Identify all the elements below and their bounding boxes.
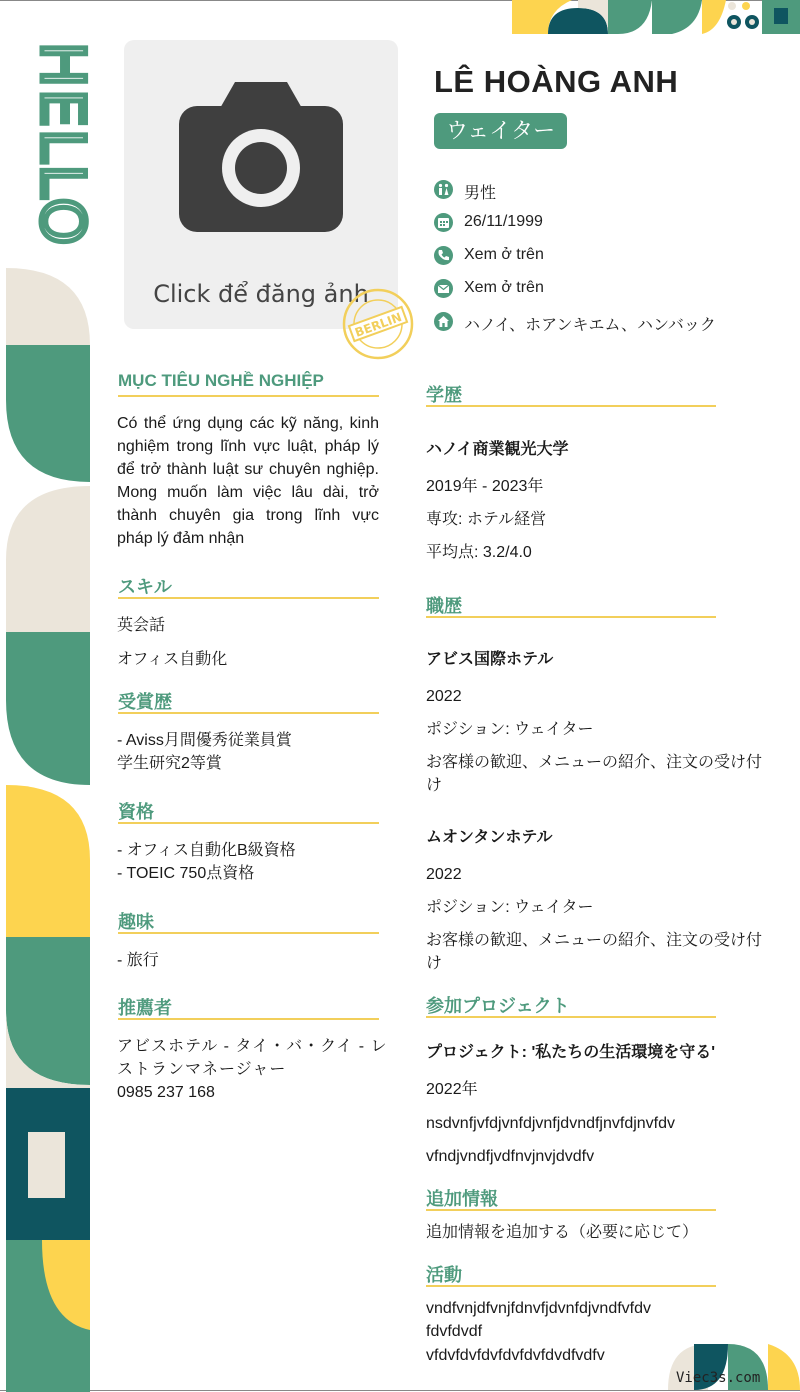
job-description: お客様の歓迎、メニューの紹介、注文の受け付 — [426, 754, 763, 771]
award-line: - Aviss月間優秀従業員賞 — [117, 732, 292, 749]
photo-upload-label: Click để đăng ảnh — [153, 280, 369, 308]
reference-line: アビスホテル - タイ・バ・クイ - レ — [117, 1038, 388, 1055]
certificate-line: - オフィス自動化B級資格 — [117, 842, 296, 859]
skills-divider — [118, 597, 379, 599]
education-heading: 学歴 — [426, 385, 462, 405]
stamp-text: BERLIN — [353, 310, 404, 340]
objective-text: Có thể ứng dụng các kỹ năng, kinh nghiệm trong lĩnh vực luật, pháp lý để trở thành luật sư chuyên nghiệp. Mong muốn làm việc lâu dài, trở thành chuyên gia trong lĩnh vực pháp lý đảm nhận — [117, 415, 379, 547]
job-description: お客様の歓迎、メニューの紹介、注文の受け付 — [426, 932, 763, 949]
job-company: アビス国際ホテル — [426, 651, 554, 668]
certificates-heading: 資格 — [118, 802, 154, 822]
references-divider — [118, 1018, 379, 1020]
hobbies-heading: 趣味 — [118, 912, 154, 932]
calendar-icon — [434, 213, 453, 232]
photo-upload-area[interactable] — [124, 40, 398, 329]
email-value: Xem ở trên — [464, 279, 544, 296]
gender-icon — [434, 180, 453, 199]
activities-heading: 活動 — [426, 1265, 462, 1285]
experience-divider — [426, 616, 716, 618]
education-major: 専攻: ホテル経営 — [426, 511, 547, 528]
award-line: 学生研究2等賞 — [117, 755, 222, 772]
birthday-value: 26/11/1999 — [464, 213, 543, 230]
job-year: 2022 — [426, 866, 462, 883]
job-description: け — [426, 777, 443, 794]
hello-text-label: HELLO — [27, 42, 97, 247]
job-role: ポジション: ウェイター — [426, 899, 594, 916]
gender-value: 男性 — [464, 185, 497, 202]
phone-icon — [434, 246, 453, 265]
skill-item: オフィス自動化 — [117, 651, 228, 668]
activity-line: fdvfdvdf — [426, 1323, 483, 1340]
skill-item: 英会話 — [117, 617, 166, 634]
project-title: プロジェクト: '私たちの生活環境を守る' — [426, 1044, 716, 1061]
education-school: ハノイ商業観光大学 — [426, 441, 569, 458]
references-heading: 推薦者 — [118, 998, 172, 1018]
hobbies-divider — [118, 932, 379, 934]
berlin-stamp-icon — [342, 288, 414, 360]
hobby-text: - 旅行 — [117, 952, 159, 969]
top-right-decoration — [512, 0, 800, 34]
education-divider — [426, 405, 716, 407]
site-watermark: Viec3s.com — [676, 1370, 761, 1386]
education-period: 2019年 - 2023年 — [426, 478, 544, 495]
objective-divider — [118, 395, 379, 397]
projects-heading: 参加プロジェクト — [426, 996, 570, 1016]
job-year: 2022 — [426, 688, 462, 705]
address-value: ハノイ、ホアンキエム、ハンバック — [464, 317, 716, 334]
project-year: 2022年 — [426, 1081, 478, 1098]
activities-divider — [426, 1285, 716, 1287]
email-icon — [434, 279, 453, 298]
camera-icon — [179, 82, 343, 232]
certificate-line: - TOEIC 750点資格 — [117, 865, 255, 882]
activity-line: vndfvnjdfvnjfdnvfjdvnfdjvndfvfdv — [426, 1300, 652, 1317]
awards-heading: 受賞歴 — [118, 692, 172, 712]
job-description: け — [426, 955, 443, 972]
additional-divider — [426, 1209, 716, 1211]
additional-text: 追加情報を追加する（必要に応じて） — [426, 1224, 699, 1241]
job-company: ムオンタンホテル — [426, 829, 553, 846]
position-badge: ウェイター — [434, 113, 567, 149]
awards-divider — [118, 712, 379, 714]
activity-line: vfdvfdvfdvfdvfdvfdvdfvdfv — [426, 1347, 605, 1364]
experience-heading: 職歴 — [426, 596, 462, 616]
phone-value: Xem ở trên — [464, 246, 544, 263]
projects-divider — [426, 1016, 716, 1018]
candidate-name: LÊ HOÀNG ANH — [434, 64, 679, 99]
hello-text — [27, 38, 97, 290]
project-line: nsdvnfjvfdjvnfdjvnfjdvndfjnvfdjnvfdv — [426, 1115, 676, 1132]
reference-line: 0985 237 168 — [117, 1084, 215, 1101]
education-gpa: 平均点: 3.2/4.0 — [426, 544, 532, 561]
reference-line: ストランマネージャー — [117, 1061, 287, 1078]
certificates-divider — [118, 822, 379, 824]
skills-heading: スキル — [118, 577, 172, 597]
home-icon — [434, 312, 453, 331]
bottom-border — [0, 1390, 800, 1391]
additional-heading: 追加情報 — [426, 1189, 498, 1209]
job-role: ポジション: ウェイター — [426, 721, 594, 738]
project-line: vfndjvndfjvdfnvjnvjdvdfv — [426, 1148, 595, 1165]
objective-heading: MỤC TIÊU NGHỀ NGHIỆP — [118, 371, 324, 390]
